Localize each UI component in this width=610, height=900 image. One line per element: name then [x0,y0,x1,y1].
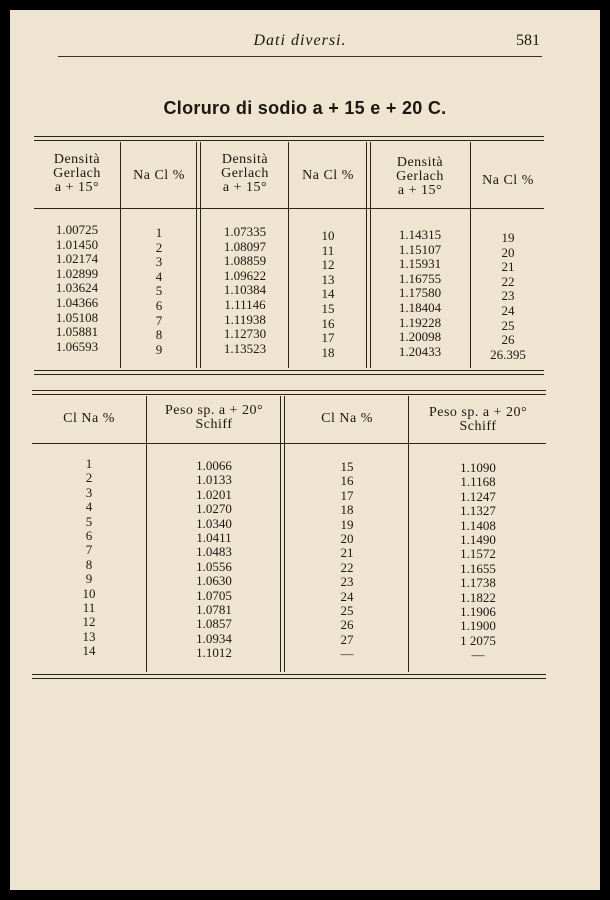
table2-top-rule-2 [32,394,546,395]
cell: 1.11938 [224,311,266,327]
cell: 4 [155,268,163,284]
table1-divider [366,142,367,368]
cell: 1.08097 [223,238,267,254]
table1-header-rule [34,208,544,209]
cell: 1.1572 [460,546,496,562]
header-percent-b: Na Cl % [302,168,354,183]
cell: 20 [340,530,354,546]
cell: 5 [85,513,93,529]
table1-divider [288,142,289,368]
cell: 23 [501,288,515,304]
table1-divider [196,142,197,368]
cell: 7 [155,312,163,328]
cell: 9 [155,341,163,357]
cell: 1.1655 [460,560,496,576]
cell: 2 [85,470,93,486]
cell: 1.0705 [196,587,232,603]
cell: 1.00725 [55,222,99,237]
cell: 1.19228 [398,314,442,330]
cell: 1.1090 [460,460,496,475]
header-line: Densità [396,155,444,170]
cell: 1.1012 [196,645,232,661]
header-density-c [372,156,468,198]
header-line: Densità [221,152,269,167]
cell: 8 [85,556,93,572]
table2-divider [146,396,147,672]
header-percent-b: Cl Na % [321,411,373,426]
cell: 1.0411 [196,529,232,545]
cell: 24 [501,302,515,318]
cell: 3 [155,254,163,270]
table2-bottom-rule [32,674,546,675]
column-percent-b [290,229,366,360]
cell: 15 [321,300,335,316]
cell: 1.07335 [223,224,267,239]
table2-top-rule [32,390,546,391]
cell: 2 [155,239,163,255]
cell: 1.06593 [55,338,99,354]
cell: 1.0483 [196,544,232,560]
cell: 19 [340,516,354,532]
cell: 21 [340,545,354,561]
header-density-a [36,153,118,195]
table1-divider [370,142,371,368]
header-line: Schiff [459,419,497,434]
cell: 1.04366 [55,294,99,310]
cell: 1.1327 [460,503,496,519]
column-density-a [36,223,118,354]
cell: 13 [321,271,335,287]
cell: 14 [321,286,335,302]
header-line: Peso sp. a + 20° [164,403,264,418]
cell: 1.1900 [460,618,496,634]
cell: 16 [321,315,335,331]
cell: 1.14315 [398,227,442,242]
cell: 5 [155,283,163,299]
cell: 1.17580 [398,285,442,301]
cell: 1.16755 [398,270,442,286]
cell: 26 [501,332,515,348]
cell: 1.08859 [223,253,267,269]
table2-header-rule [32,443,546,444]
header-line: Schiff [195,417,233,432]
cell: 22 [501,273,515,289]
cell: 1.1168 [460,474,496,490]
column-percent-c [472,231,544,362]
cell: 13 [82,628,96,644]
header-percent-a: Na Cl % [133,168,185,183]
header-percent-c: Na Cl % [482,173,534,188]
cell: 1.1822 [460,589,496,605]
cell: 1.02899 [55,265,99,281]
column-density-c [372,228,468,359]
cell: 1.1408 [460,517,496,533]
cell: 1.05108 [55,309,99,325]
book-page [10,10,600,890]
running-title: Dati diversi. [253,32,347,49]
header-line: a + 15° [222,180,268,195]
header-line: a + 15° [54,180,100,195]
cell: 27 [340,631,354,647]
cell: 1.1490 [460,531,496,547]
cell: 12 [82,614,96,630]
cell: 1.0556 [196,558,232,574]
cell: 1 [155,225,163,240]
cell: 4 [85,499,93,515]
column-weight-a [148,459,280,660]
table2-divider [284,396,285,672]
cell: 1.11146 [224,296,266,312]
cell: 1.18404 [398,299,442,315]
cell: 1.0934 [196,630,232,646]
cell: 1.0340 [196,515,232,531]
cell: 1.15107 [398,241,442,257]
cell: 1.0781 [196,601,232,617]
table2-divider [408,396,409,672]
header-line: Gerlach [221,166,269,181]
cell: 1.0133 [196,472,232,488]
cell: 17 [340,487,354,503]
cell: 1.1906 [460,603,496,619]
table-title: Cloruro di sodio a + 15 e + 20 C. [163,98,447,118]
cell: — [471,647,485,663]
cell: 25 [501,317,515,333]
cell: 10 [321,228,335,243]
table1-bottom-rule [34,370,544,371]
column-percent-b [286,460,408,661]
cell: 24 [340,588,354,604]
cell: 11 [321,242,335,258]
cell: 23 [340,574,354,590]
cell: 1.03624 [55,280,99,296]
header-line: Densità [53,152,101,167]
cell: 1.1738 [460,575,496,591]
cell: 6 [85,527,93,543]
cell: 1.13523 [223,340,267,356]
header-weight-a [148,404,280,432]
cell: 25 [340,602,354,618]
cell: 1.02174 [55,251,99,267]
column-percent-a [122,226,196,357]
header-line: a + 15° [397,183,443,198]
cell: 20 [501,244,515,260]
running-head [58,32,542,57]
cell: 16 [340,473,354,489]
cell: 1.1247 [460,488,496,504]
column-weight-b [410,461,546,662]
header-weight-b [410,406,546,434]
table1-top-rule [34,136,544,137]
table1-top-rule-2 [34,140,544,141]
page-number: 581 [516,32,540,49]
cell: 1.05881 [55,324,99,340]
cell: 26.395 [490,346,526,362]
cell: 1.0630 [196,573,232,589]
column-density-b [202,225,288,356]
cell: 1.10384 [223,282,267,298]
cell: 1.20433 [398,343,442,359]
cell: 10 [82,585,96,601]
cell: 9 [85,571,93,587]
cell: 1.01450 [55,236,99,252]
header-density-b [202,153,288,195]
cell: 12 [321,257,335,273]
cell: 21 [501,259,515,275]
cell: 18 [321,344,335,360]
cell: 1.0201 [196,486,232,502]
cell: 1.0857 [196,616,232,632]
cell: 7 [85,542,93,558]
cell: 1.0066 [196,458,232,473]
header-line: Peso sp. a + 20° [428,405,528,420]
table1-divider [120,142,121,368]
column-percent-a [34,457,144,658]
table1-divider [200,142,201,368]
table2-divider [280,396,281,672]
cell: 1 2075 [460,632,496,648]
header-line: Gerlach [396,169,444,184]
cell: 1.12730 [223,326,267,342]
cell: 11 [82,599,96,615]
table2-bottom-rule-2 [32,678,546,679]
cell: 19 [501,230,515,245]
cell: 1.15931 [398,256,442,272]
cell: — [340,646,354,662]
cell: 3 [85,484,93,500]
cell: 1.09622 [223,267,267,283]
table1-divider [470,142,471,368]
cell: 1.0270 [196,501,232,517]
cell: 6 [155,297,163,313]
table1-bottom-rule-2 [34,374,544,375]
cell: 1 [85,456,93,471]
cell: 8 [155,327,163,343]
header-percent-a: Cl Na % [63,411,115,426]
cell: 22 [340,559,354,575]
cell: 26 [340,617,354,633]
cell: 15 [340,459,354,474]
cell: 17 [321,330,335,346]
cell: 1.20098 [398,329,442,345]
cell: 18 [340,502,354,518]
cell: 14 [82,643,96,659]
header-line: Gerlach [53,166,101,181]
